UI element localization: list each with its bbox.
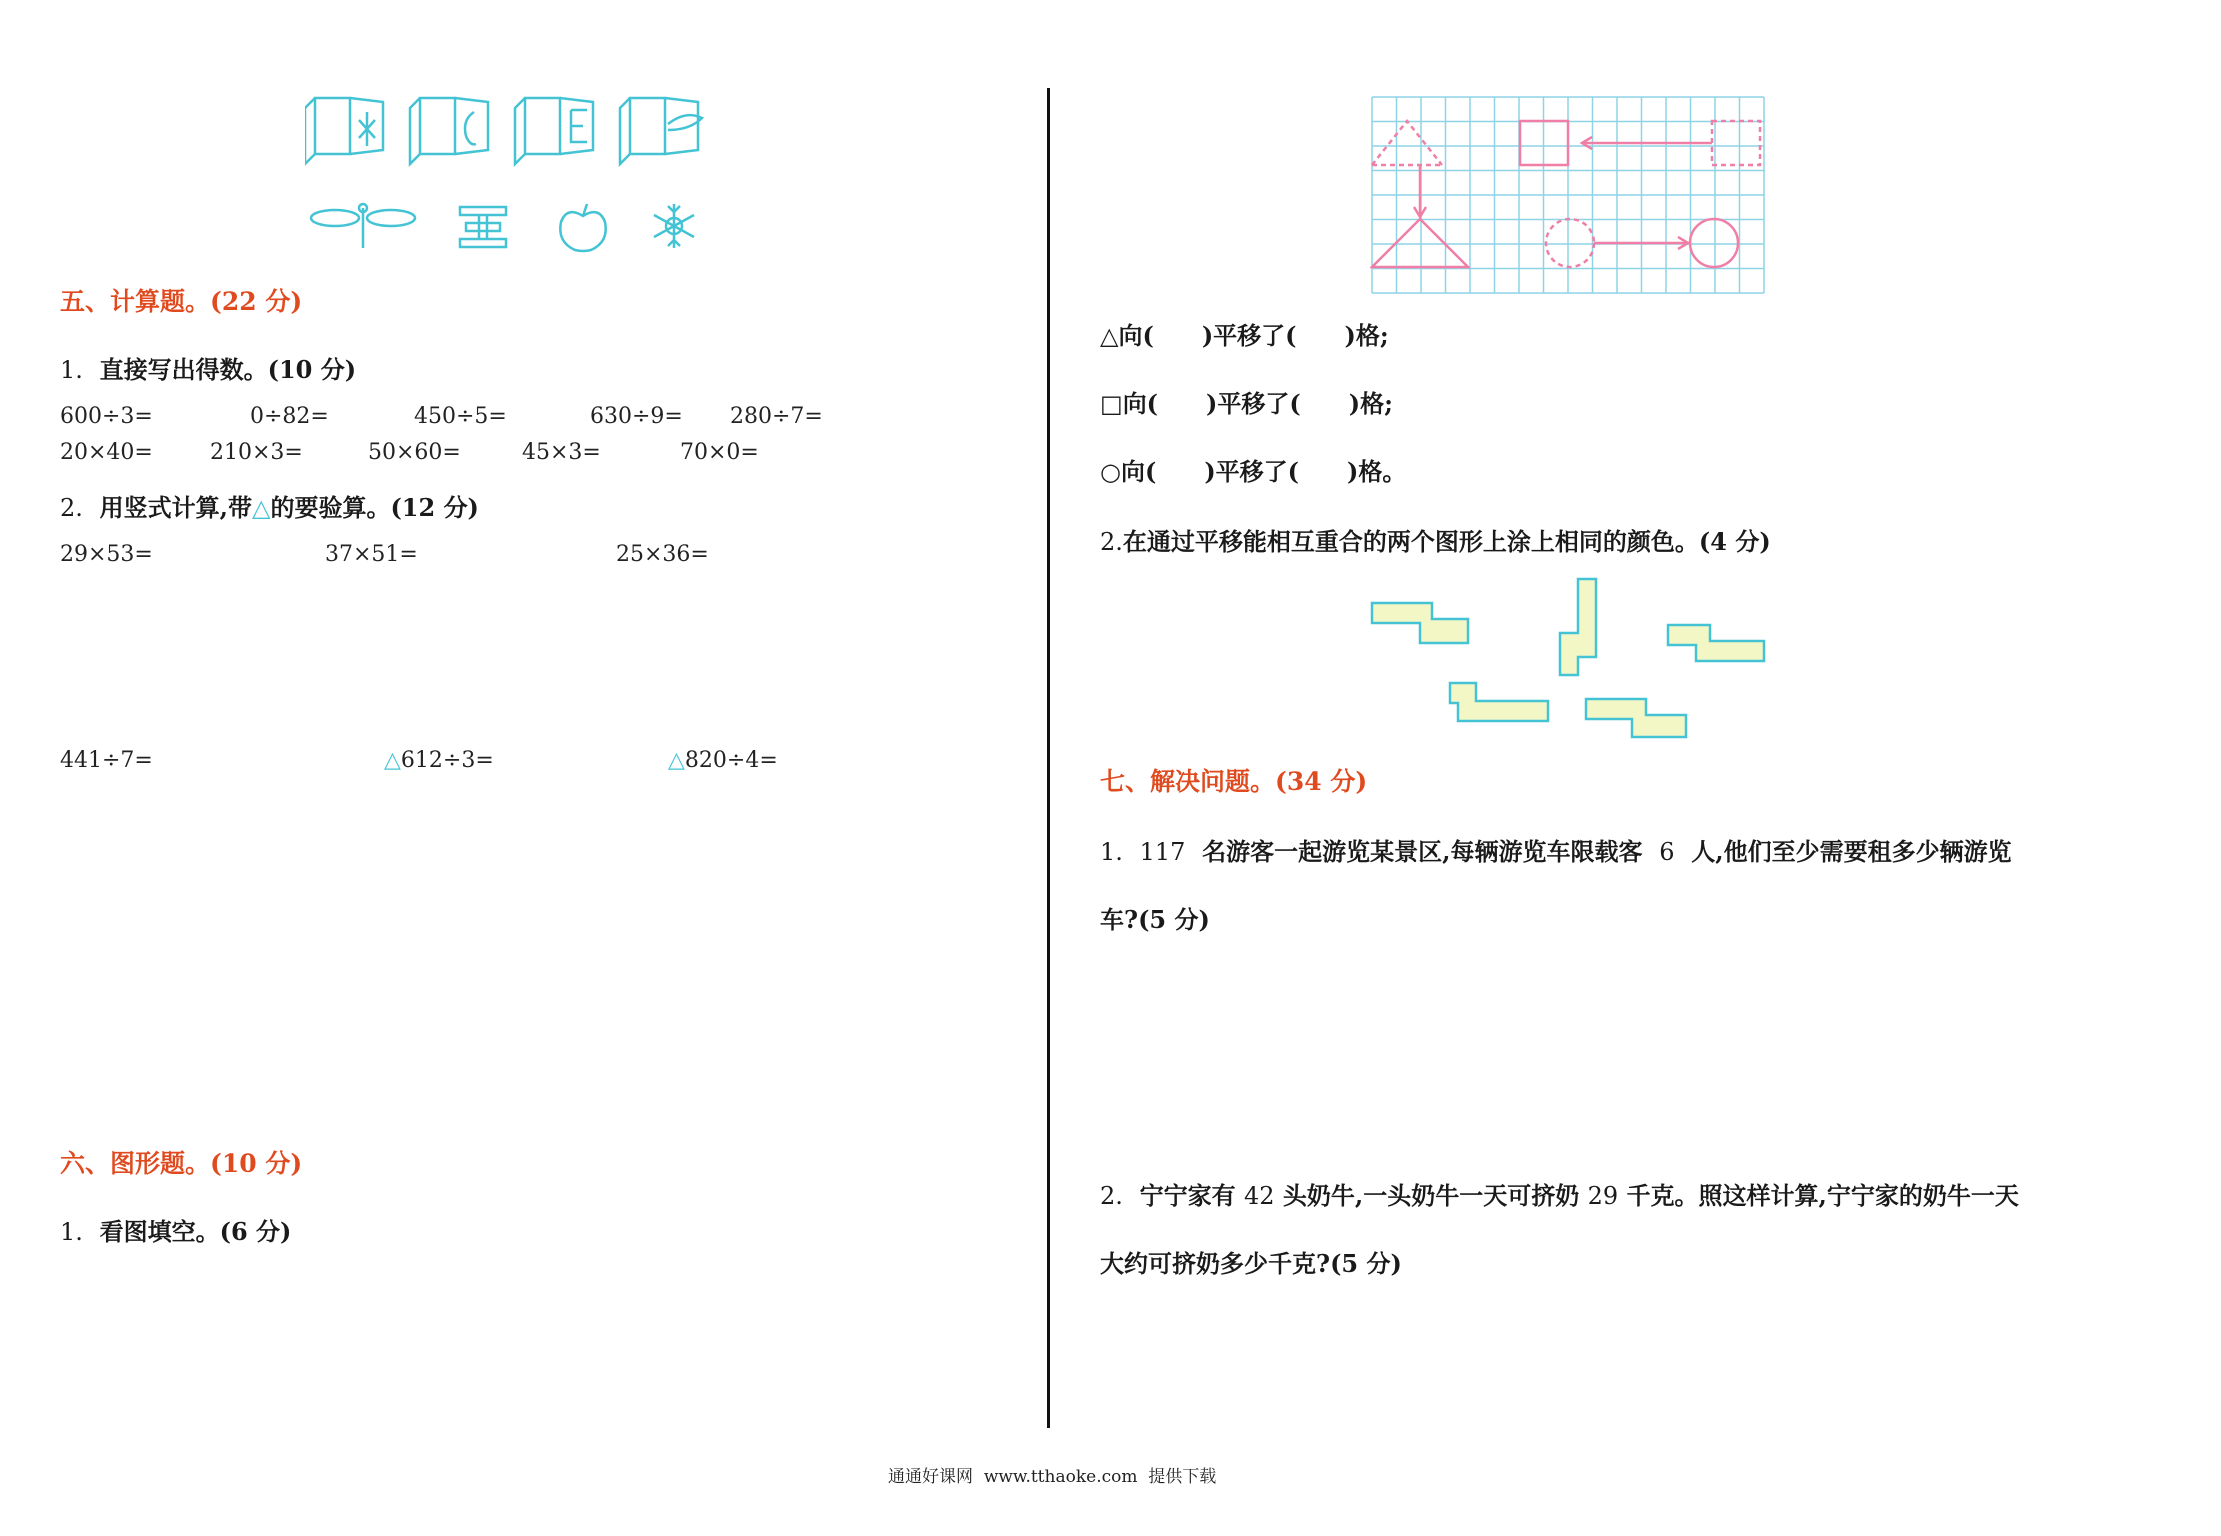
z-shape bbox=[1586, 699, 1686, 737]
calc-item: 450÷5= bbox=[414, 404, 507, 429]
original-circle bbox=[1546, 219, 1594, 267]
translation-grid-figure bbox=[1370, 95, 1770, 295]
calc-item: 20×40= bbox=[60, 440, 153, 465]
calc-item: 210×3= bbox=[210, 440, 303, 465]
section-6-heading: 六、图形题。(10 分) bbox=[60, 1149, 303, 1178]
calc-item: 280÷7= bbox=[730, 404, 823, 429]
triangle-mark-icon: △ bbox=[384, 748, 401, 773]
snowflake-icon bbox=[654, 204, 694, 248]
problem-1-line2: 车?(5 分) bbox=[1100, 905, 1210, 934]
z-shape bbox=[1668, 625, 1764, 661]
folded-paper-dragonfly-icon bbox=[620, 98, 702, 164]
question-6-2: 2.在通过平移能相互重合的两个图形上涂上相同的颜色。(4 分) bbox=[1100, 527, 1771, 556]
folded-paper-e-icon bbox=[515, 98, 593, 164]
column-divider bbox=[1047, 88, 1050, 1428]
fill-line-triangle: △向( )平移了( )格; bbox=[1100, 321, 1389, 350]
dragonfly-icon bbox=[311, 204, 415, 248]
original-square bbox=[1712, 121, 1760, 165]
calc-item: 70×0= bbox=[680, 440, 759, 465]
vertical-calc-item: 25×36= bbox=[616, 542, 709, 567]
section-5-heading: 五、计算题。(22 分) bbox=[60, 287, 303, 316]
footer: 通通好课网 www.tthaoke.com 提供下载 bbox=[888, 1467, 1217, 1487]
question-6-1: 1. 看图填空。(6 分) bbox=[60, 1217, 292, 1246]
footer-url[interactable]: www.tthaoke.com bbox=[983, 1467, 1138, 1487]
wang-character-icon bbox=[460, 207, 506, 247]
calc-item: 0÷82= bbox=[250, 404, 329, 429]
vertical-calc-item: 29×53= bbox=[60, 542, 153, 567]
question-5-1: 1. 直接写出得数。(10 分) bbox=[60, 355, 357, 384]
problem-2-line2: 大约可挤奶多少千克?(5 分) bbox=[1100, 1249, 1402, 1278]
division-item: 441÷7= bbox=[60, 748, 153, 773]
problem-2: 2. 宁宁家有 42 头奶牛,一头奶牛一天可挤奶 29 千克。照这样计算,宁宁家的奶牛一天 bbox=[1100, 1181, 2019, 1210]
fill-line-circle: ○向( )平移了( )格。 bbox=[1100, 457, 1407, 486]
moved-triangle bbox=[1372, 219, 1468, 267]
folded-paper-figures bbox=[305, 90, 725, 260]
original-triangle bbox=[1372, 121, 1442, 165]
calc-item: 630÷9= bbox=[590, 404, 683, 429]
triangle-mark-icon: △ bbox=[251, 493, 271, 522]
apple-icon bbox=[560, 204, 605, 251]
triangle-mark-icon: △ bbox=[668, 748, 685, 773]
translation-shapes-figure bbox=[1370, 575, 1770, 740]
folded-paper-apple-icon bbox=[410, 98, 488, 164]
calc-item: 600÷3= bbox=[60, 404, 153, 429]
z-shape-vertical bbox=[1560, 579, 1596, 675]
question-5-2: 2. 用竖式计算,带△的要验算。(12 分) bbox=[60, 493, 479, 522]
fill-line-square: □向( )平移了( )格; bbox=[1100, 389, 1393, 418]
z-shape bbox=[1450, 683, 1548, 721]
division-item: △612÷3= bbox=[384, 748, 494, 773]
problem-1: 1. 117 名游客一起游览某景区,每辆游览车限载客 6 人,他们至少需要租多少辆游览 bbox=[1100, 837, 2012, 866]
calc-item: 50×60= bbox=[368, 440, 461, 465]
section-7-heading: 七、解决问题。(34 分) bbox=[1100, 767, 1368, 796]
folded-paper-snowflake-icon bbox=[305, 98, 383, 164]
vertical-calc-item: 37×51= bbox=[325, 542, 418, 567]
z-shape bbox=[1372, 603, 1468, 643]
calc-item: 45×3= bbox=[522, 440, 601, 465]
moved-circle bbox=[1690, 219, 1738, 267]
division-item: △820÷4= bbox=[668, 748, 778, 773]
